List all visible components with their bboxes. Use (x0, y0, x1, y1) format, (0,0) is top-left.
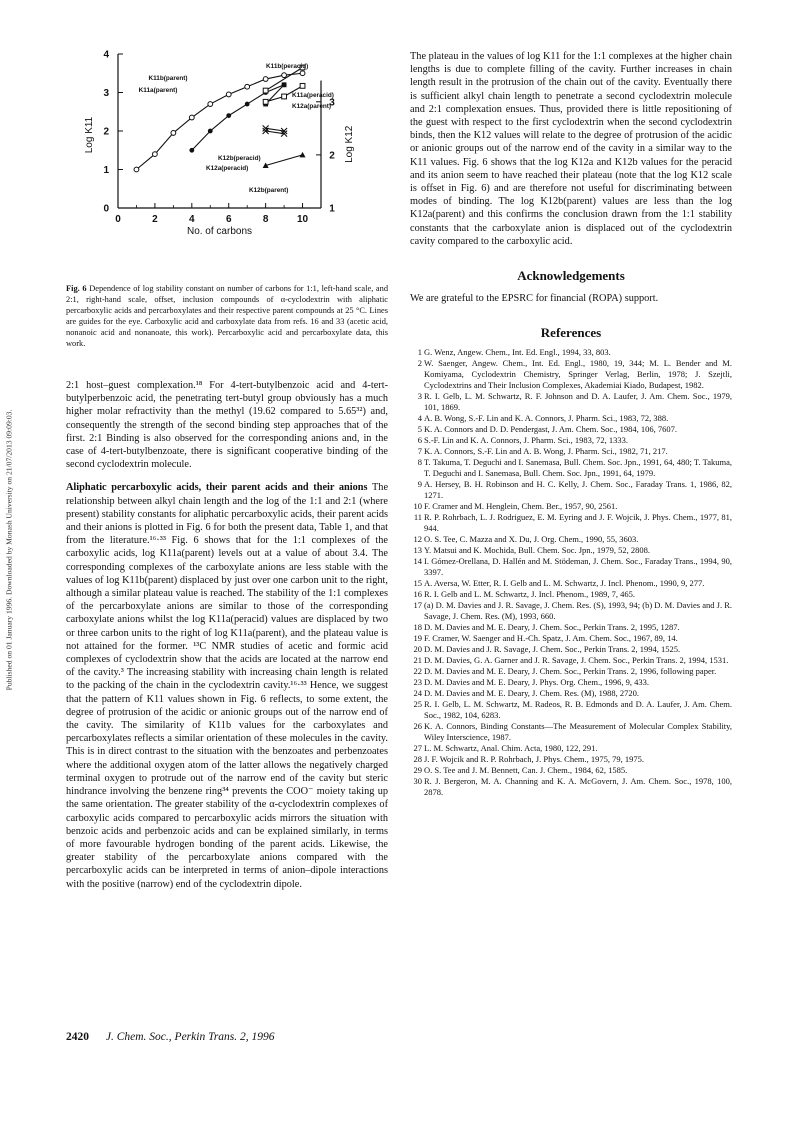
left-tick-label: 2 (103, 126, 109, 138)
data-point (189, 148, 194, 153)
reference-item (410, 765, 732, 776)
reference-number: 28 (413, 754, 422, 765)
data-point (282, 73, 287, 78)
reference-item (410, 512, 732, 534)
data-point (282, 94, 287, 99)
data-point (263, 99, 268, 104)
left-column (66, 40, 388, 891)
data-point (300, 83, 305, 88)
series-label-k12a_parent: K12a(parent) (292, 103, 332, 110)
reference-item (410, 446, 732, 457)
reference-text: D. M. Davies and M. E. Deary, J. Chem. Soc., Perkin Trans. 2, 1996, following paper. (424, 666, 717, 677)
reference-text: D. M. Davies and J. R. Savage, J. Chem. Soc., Perkin Trans. 2, 1994, 1525. (424, 644, 681, 655)
reference-text: A. Hersey, B. H. Robinson and H. C. Kelly, J. Chem. Soc., Faraday Trans. 1, 1986, 82, 1271. (424, 479, 732, 501)
series-label-k11b_parent: K11b(parent) (148, 75, 188, 82)
right-paragraph-1: The plateau in the values of log K11 for the 1:1 complexes at the higher chain lengths is due to complete filling of the cavity. Further increases in chain length result in the protrusion of the chain out of the cavity. Eventually there is sufficient alkyl chain length to penetrate a second cyclodextrin molecule and 2:1 complexation ensues. Thus, provided there is little repositioning of the guest with respect to the first cyclodextrin when the second cyclodextrin binds, then the K12 values will relate to the degree of protrusion of the acidic or anionic groups out of the narrow end of the cavity in a similar way to the K11 values. Fig. 6 shows that the log K12a and K12b values for the peracid and its anion seem to have reached their plateau (note that the log K12 scale is offset in Fig. 6) and are therefore not useful for discriminating between modes of binding. The log K12b(parent) values are less than the log K12a(parent) and this confirms the conclusion drawn from the 1:1 stability constants that the carboxylate anion is displaced out of the cyclodextrin cavity compared to the carboxylic acid. (410, 51, 732, 247)
download-note-text: Published on 01 January 1996. Downloaded by Monash University on 21/07/2013 09:09:03. (4, 409, 14, 691)
reference-number: 15 (413, 578, 422, 589)
left-paragraph-1: 2:1 host–guest complexation.¹⁸ For 4-tert-butylbenzoic acid and 4-tert-butylperbenzoic acid, the penetrating tert-butyl group obviously has a much higher molar refractivity than the methyl (19.62 compared to 5.65³²) and, consequently the strength of the second binding step approaches that of the first. 2:1 Binding is also observed for the corresponding anions and, in the case of 4-tert-butylbenzoate, there is significant cooperative binding of the second cyclodextrin molecule. (66, 380, 388, 471)
right-column (410, 50, 732, 798)
reference-text: (a) D. M. Davies and J. R. Savage, J. Chem. Res. (S), 1993, 94; (b) D. M. Davies and J. R. Savage, J. Chem. Res. (M), 1993, 660. (424, 600, 732, 622)
data-point (245, 102, 250, 107)
left-tick-label: 4 (103, 49, 109, 61)
reference-text: R. P. Rohrbach, L. J. Rodriguez, E. M. Eyring and J. F. Wojcik, J. Phys. Chem., 1977, 81, 944. (424, 512, 732, 534)
x-tick-label: 4 (189, 214, 195, 225)
reference-number: 14 (413, 556, 422, 567)
left-axis-title: Log K11 (84, 116, 95, 154)
reference-number: 5 (417, 424, 422, 435)
reference-number: 10 (413, 501, 422, 512)
left-paragraph-2 (66, 481, 388, 890)
reference-text: G. Wenz, Angew. Chem., Int. Ed. Engl., 1994, 33, 803. (424, 347, 611, 358)
references-title: References (540, 325, 602, 341)
reference-text: A. B. Wong, S.-F. Lin and K. A. Connors, J. Pharm. Sci., 1983, 72, 388. (424, 413, 669, 424)
data-point (153, 152, 158, 157)
figure-caption-text: Dependence of log stability constant on number of carbons for 1:1, left-hand scale, and 2:1, right-hand scale, offset, inclusion compounds of α-cyclodextrin with aliphatic percarboxylic acids and percarboxylates and their respective parent compounds at 25 °C. Lines are guides for the eye. Carboxylic acid and carboxylate data from refs. 16 and 33 (acetic acid, nonanoic acid and nonanoate, this work). Percarboxylic acid and percarboxylate data, this work. (66, 284, 389, 348)
acknowledgements-text: We are grateful to the EPSRC for financial (ROPA) support. (410, 293, 659, 305)
series-label-k11a_parent: K11a(parent) (138, 87, 178, 94)
right-axis (316, 81, 355, 215)
reference-number: 11 (413, 512, 422, 523)
data-point (226, 92, 231, 97)
reference-item (410, 435, 732, 446)
acknowledgements-title: Acknowledgements (517, 268, 625, 284)
reference-text: D. M. Davies and M. E. Deary, J. Chem. Soc., Perkin Trans. 2, 1995, 1287. (424, 622, 680, 633)
reference-text: R. I. Gelb and L. M. Schwartz, J. Incl. Phenom., 1989, 7, 465. (424, 589, 636, 600)
reference-number: 3 (417, 391, 422, 402)
reference-text: D. M. Davies, G. A. Garner and J. R. Savage, J. Chem. Soc., Perkin Trans. 2, 1994, 1531. (424, 655, 729, 666)
reference-text: O. S. Tee and J. M. Bennett, Can. J. Chem., 1984, 62, 1585. (424, 765, 628, 776)
x-tick-label: 10 (296, 214, 309, 225)
figure-caption (66, 283, 388, 349)
reference-number: 4 (417, 413, 422, 424)
reference-item (410, 391, 732, 413)
series-line (266, 155, 303, 166)
reference-item (410, 644, 732, 655)
left-tick-label: 1 (103, 165, 109, 176)
reference-number: 16 (413, 589, 422, 600)
stability-chart (66, 40, 388, 280)
reference-item (410, 688, 732, 699)
reference-item (410, 666, 732, 677)
figure-caption-label: Fig. 6 (66, 284, 87, 293)
reference-number: 27 (413, 743, 422, 754)
reference-number: 18 (413, 622, 422, 633)
reference-number: 13 (413, 545, 422, 556)
figure-6 (66, 40, 388, 280)
data-point (208, 129, 213, 134)
left-tick-label: 3 (103, 88, 109, 99)
reference-number: 2 (417, 358, 422, 369)
reference-item (410, 600, 732, 622)
reference-number: 21 (413, 655, 422, 666)
reference-text: J. F. Wojcik and R. P. Rohrbach, J. Phys. Chem., 1975, 79, 1975. (424, 754, 644, 765)
reference-number: 24 (413, 688, 422, 699)
right-tick-label: 3 (329, 97, 335, 109)
data-point (134, 167, 139, 172)
reference-number: 19 (413, 633, 422, 644)
series-label-k12b_peracid: K12b(peracid) (218, 155, 261, 162)
left-axis (84, 50, 123, 215)
data-point (226, 113, 231, 118)
reference-number: 8 (417, 457, 422, 468)
x-tick-label: 8 (262, 214, 269, 225)
reference-number: 7 (417, 446, 422, 457)
data-point (171, 131, 176, 136)
section-heading: Aliphatic percarboxylic acids, their parent acids and their anions (66, 482, 368, 494)
reference-text: K. A. Connors and D. D. Pendergast, J. Am. Chem. Soc., 1984, 106, 7607. (424, 424, 677, 435)
reference-number: 23 (413, 677, 422, 688)
reference-item (410, 545, 732, 556)
reference-text: R. I. Gelb, L. M. Schwartz, M. Radeos, R. B. Edmonds and D. A. Laufer, J. Am. Chem. Soc., 1982, 104, 6283. (424, 699, 732, 721)
reference-number: 20 (413, 644, 422, 655)
references-list (410, 347, 732, 798)
reference-item (410, 534, 732, 545)
reference-text: F. Cramer and M. Henglein, Chem. Ber., 1957, 90, 2561. (424, 501, 618, 512)
data-point (263, 88, 268, 93)
reference-item (410, 743, 732, 754)
reference-item (410, 424, 732, 435)
reference-text: F. Cramer, W. Saenger and H.-Ch. Spatz, J. Am. Chem. Soc., 1967, 89, 14. (424, 633, 678, 644)
data-point (263, 77, 268, 82)
download-note (2, 300, 16, 800)
page-footer (66, 1031, 275, 1043)
right-axis-title: Log K12 (344, 125, 355, 163)
series-1 (189, 82, 286, 152)
series-line (192, 85, 284, 150)
data-point (300, 152, 306, 158)
reference-item (410, 721, 732, 743)
reference-text: O. S. Tee, C. Mazza and X. Du, J. Org. Chem., 1990, 55, 3603. (424, 534, 639, 545)
reference-item (410, 413, 732, 424)
left-tick-label: 0 (103, 203, 109, 215)
reference-item (410, 358, 732, 391)
reference-text: I. Gómez-Orellana, D. Hallén and M. Stödeman, J. Chem. Soc., Faraday Trans., 1994, 90, 3397. (424, 556, 732, 578)
reference-text: D. M. Davies and M. E. Deary, J. Phys. Org. Chem., 1996, 9, 433. (424, 677, 649, 688)
reference-item (410, 347, 732, 358)
reference-item (410, 589, 732, 600)
reference-number: 25 (413, 699, 422, 710)
left-paragraph-2-text: The relationship between alkyl chain length and the log of the 1:1 and 2:1 (where present) stability constants for aliphatic percarboxylic acids, their parent acids and their anions is plotted in Fig. 6 for both the present data, Table 1, and that from the literature.¹⁶·³³ Fig. 6 shows that for the 1:1 complexes of the carboxylic acids, log K11a(parent) levels out at a value of about 3.4. The corresponding complexes of the carboxylate anions are less stable with the values of log K11b(parent) displaced by just over one carbon unit to the right, although a similar plateau value is reached. The stability of the 1:1 complexes of the percarboxylate anions are similar to those of the corresponding carboxylate anions whilst the log K11a(peracid) values are displaced by two or three carbon units to the right of log K11a(parent), and the plateau value is not attained for the former. ¹³C NMR studies of acetic and formic acid complexes of cyclodextrin show that the acids are located at the narrow end of the cavity.³ The increasing stability with increasing chain length is related to the packing of the chain in the cyclodextrin cavity.¹⁶·³³ Hence, we suggest that the pattern of K11 values shown in Fig. 6 reflects, to some extent, the degree of protrusion of the acidic or anionic groups out of the narrow end of the cavity. The similarity of K11b values for the carboxylates and percarboxylates reflects a similar orientation of these molecules in the cavity. This is in direct contrast to the situation with the benzoates and perbenzoates where the additional oxygen atom of the latter allows the negatively charged terminal oxygen to protrude out of the narrow end of the cavity but steric hindrance involving the benzene ring³⁴ prevents the COO⁻ moiety taking up the same orientation. The greater stability of the α-cyclodextrin complexes of carboxylic acids compared to percarboxylic acids mirrors the situation with benzoic acids and perbenzoic acids and can be explained similarly, in terms of more favourable hydrogen bonding of the parent acids. Likewise, the greater stability of the percarboxylate anions compared with the percarboxylic acids can be interpreted in terms of anion–dipole interactions with the positive (narrow) end of the cyclodextrin dipole. (66, 482, 389, 890)
reference-text: R. I. Gelb, L. M. Schwartz, R. F. Johnson and D. A. Laufer, J. Am. Chem. Soc., 1979, 101, 1869. (424, 391, 732, 413)
reference-item (410, 776, 732, 798)
x-tick-label: 0 (115, 214, 121, 225)
reference-number: 26 (413, 721, 422, 732)
reference-number: 29 (413, 765, 422, 776)
reference-number: 12 (413, 534, 422, 545)
data-point (245, 84, 250, 89)
series-label-k12b_parent: K12b(parent) (249, 187, 289, 194)
right-tick-label: 1 (329, 203, 335, 215)
series-labels (139, 63, 334, 194)
reference-item (410, 578, 732, 589)
reference-item (410, 633, 732, 644)
reference-text: R. J. Bergeron, M. A. Channing and K. A. McGovern, J. Am. Chem. Soc., 1978, 100, 2878. (424, 776, 732, 798)
series-label-k12a_peracid: K12a(peracid) (206, 165, 249, 172)
x-axis-title: No. of carbons (186, 226, 253, 237)
reference-item (410, 699, 732, 721)
reference-text: L. M. Schwartz, Anal. Chim. Acta, 1980, 122, 291. (424, 743, 598, 754)
reference-item (410, 501, 732, 512)
reference-text: W. Saenger, Angew. Chem., Int. Ed. Engl., 1980, 19, 344; M. L. Bender and M. Komiyama, Cyclodextrin Chemistry, Springer Verlag, Berlin, 1978; J. Szejtli, Cyclodextrins and Their Inclusion Complexes, Akademiai Kiado, Budapest, 1982. (424, 358, 732, 391)
x-tick-label: 2 (152, 214, 158, 225)
series-label-k11a_peracid: K11a(peracid) (292, 92, 334, 99)
reference-text: K. A. Connors, Binding Constants—The Measurement of Molecular Complex Stability, Wiley Interscience, 1987. (424, 721, 732, 743)
reference-number: 6 (417, 435, 422, 446)
reference-text: D. M. Davies and M. E. Deary, J. Chem. Res. (M), 1988, 2720. (424, 688, 639, 699)
x-tick-label: 6 (225, 214, 232, 225)
reference-item (410, 457, 732, 479)
reference-number: 30 (413, 776, 422, 787)
reference-item (410, 677, 732, 688)
series-label-k11b_peracid: K11b(peracid) (266, 63, 309, 70)
data-point (300, 71, 305, 76)
reference-text: Y. Matsui and K. Mochida, Bull. Chem. Soc. Jpn., 1979, 52, 2808. (424, 545, 651, 556)
reference-item (410, 556, 732, 578)
x-axis (115, 203, 321, 237)
reference-text: K. A. Connors, S.-F. Lin and A. B. Wong, J. Pharm. Sci., 1982, 71, 217. (424, 446, 668, 457)
reference-number: 1 (417, 347, 422, 358)
right-tick-label: 2 (329, 150, 335, 162)
journal-name: J. Chem. Soc., Perkin Trans. 2, 1996 (105, 1031, 275, 1043)
reference-text: A. Aversa, W. Etter, R. I. Gelb and L. M. Schwartz, J. Incl. Phenom., 1990, 9, 277. (424, 578, 705, 589)
reference-number: 17 (413, 600, 422, 611)
reference-item (410, 655, 732, 666)
reference-number: 9 (417, 479, 422, 490)
data-point (208, 102, 213, 107)
series-7 (263, 152, 306, 168)
reference-text: S.-F. Lin and K. A. Connors, J. Pharm. Sci., 1983, 72, 1333. (424, 435, 629, 446)
reference-text: T. Takuma, T. Deguchi and I. Sanemasa, Bull. Chem. Soc. Jpn., 1991, 64, 480; T. Takuma, T. Deguchi and I. Sanemasa, Bull. Chem. Soc. Jpn., 1991, 64, 1979. (424, 457, 732, 479)
reference-number: 22 (413, 666, 422, 677)
data-point (282, 82, 287, 87)
data-point (189, 115, 194, 120)
reference-item (410, 622, 732, 633)
page-number: 2420 (66, 1031, 89, 1043)
reference-item (410, 479, 732, 501)
reference-item (410, 754, 732, 765)
